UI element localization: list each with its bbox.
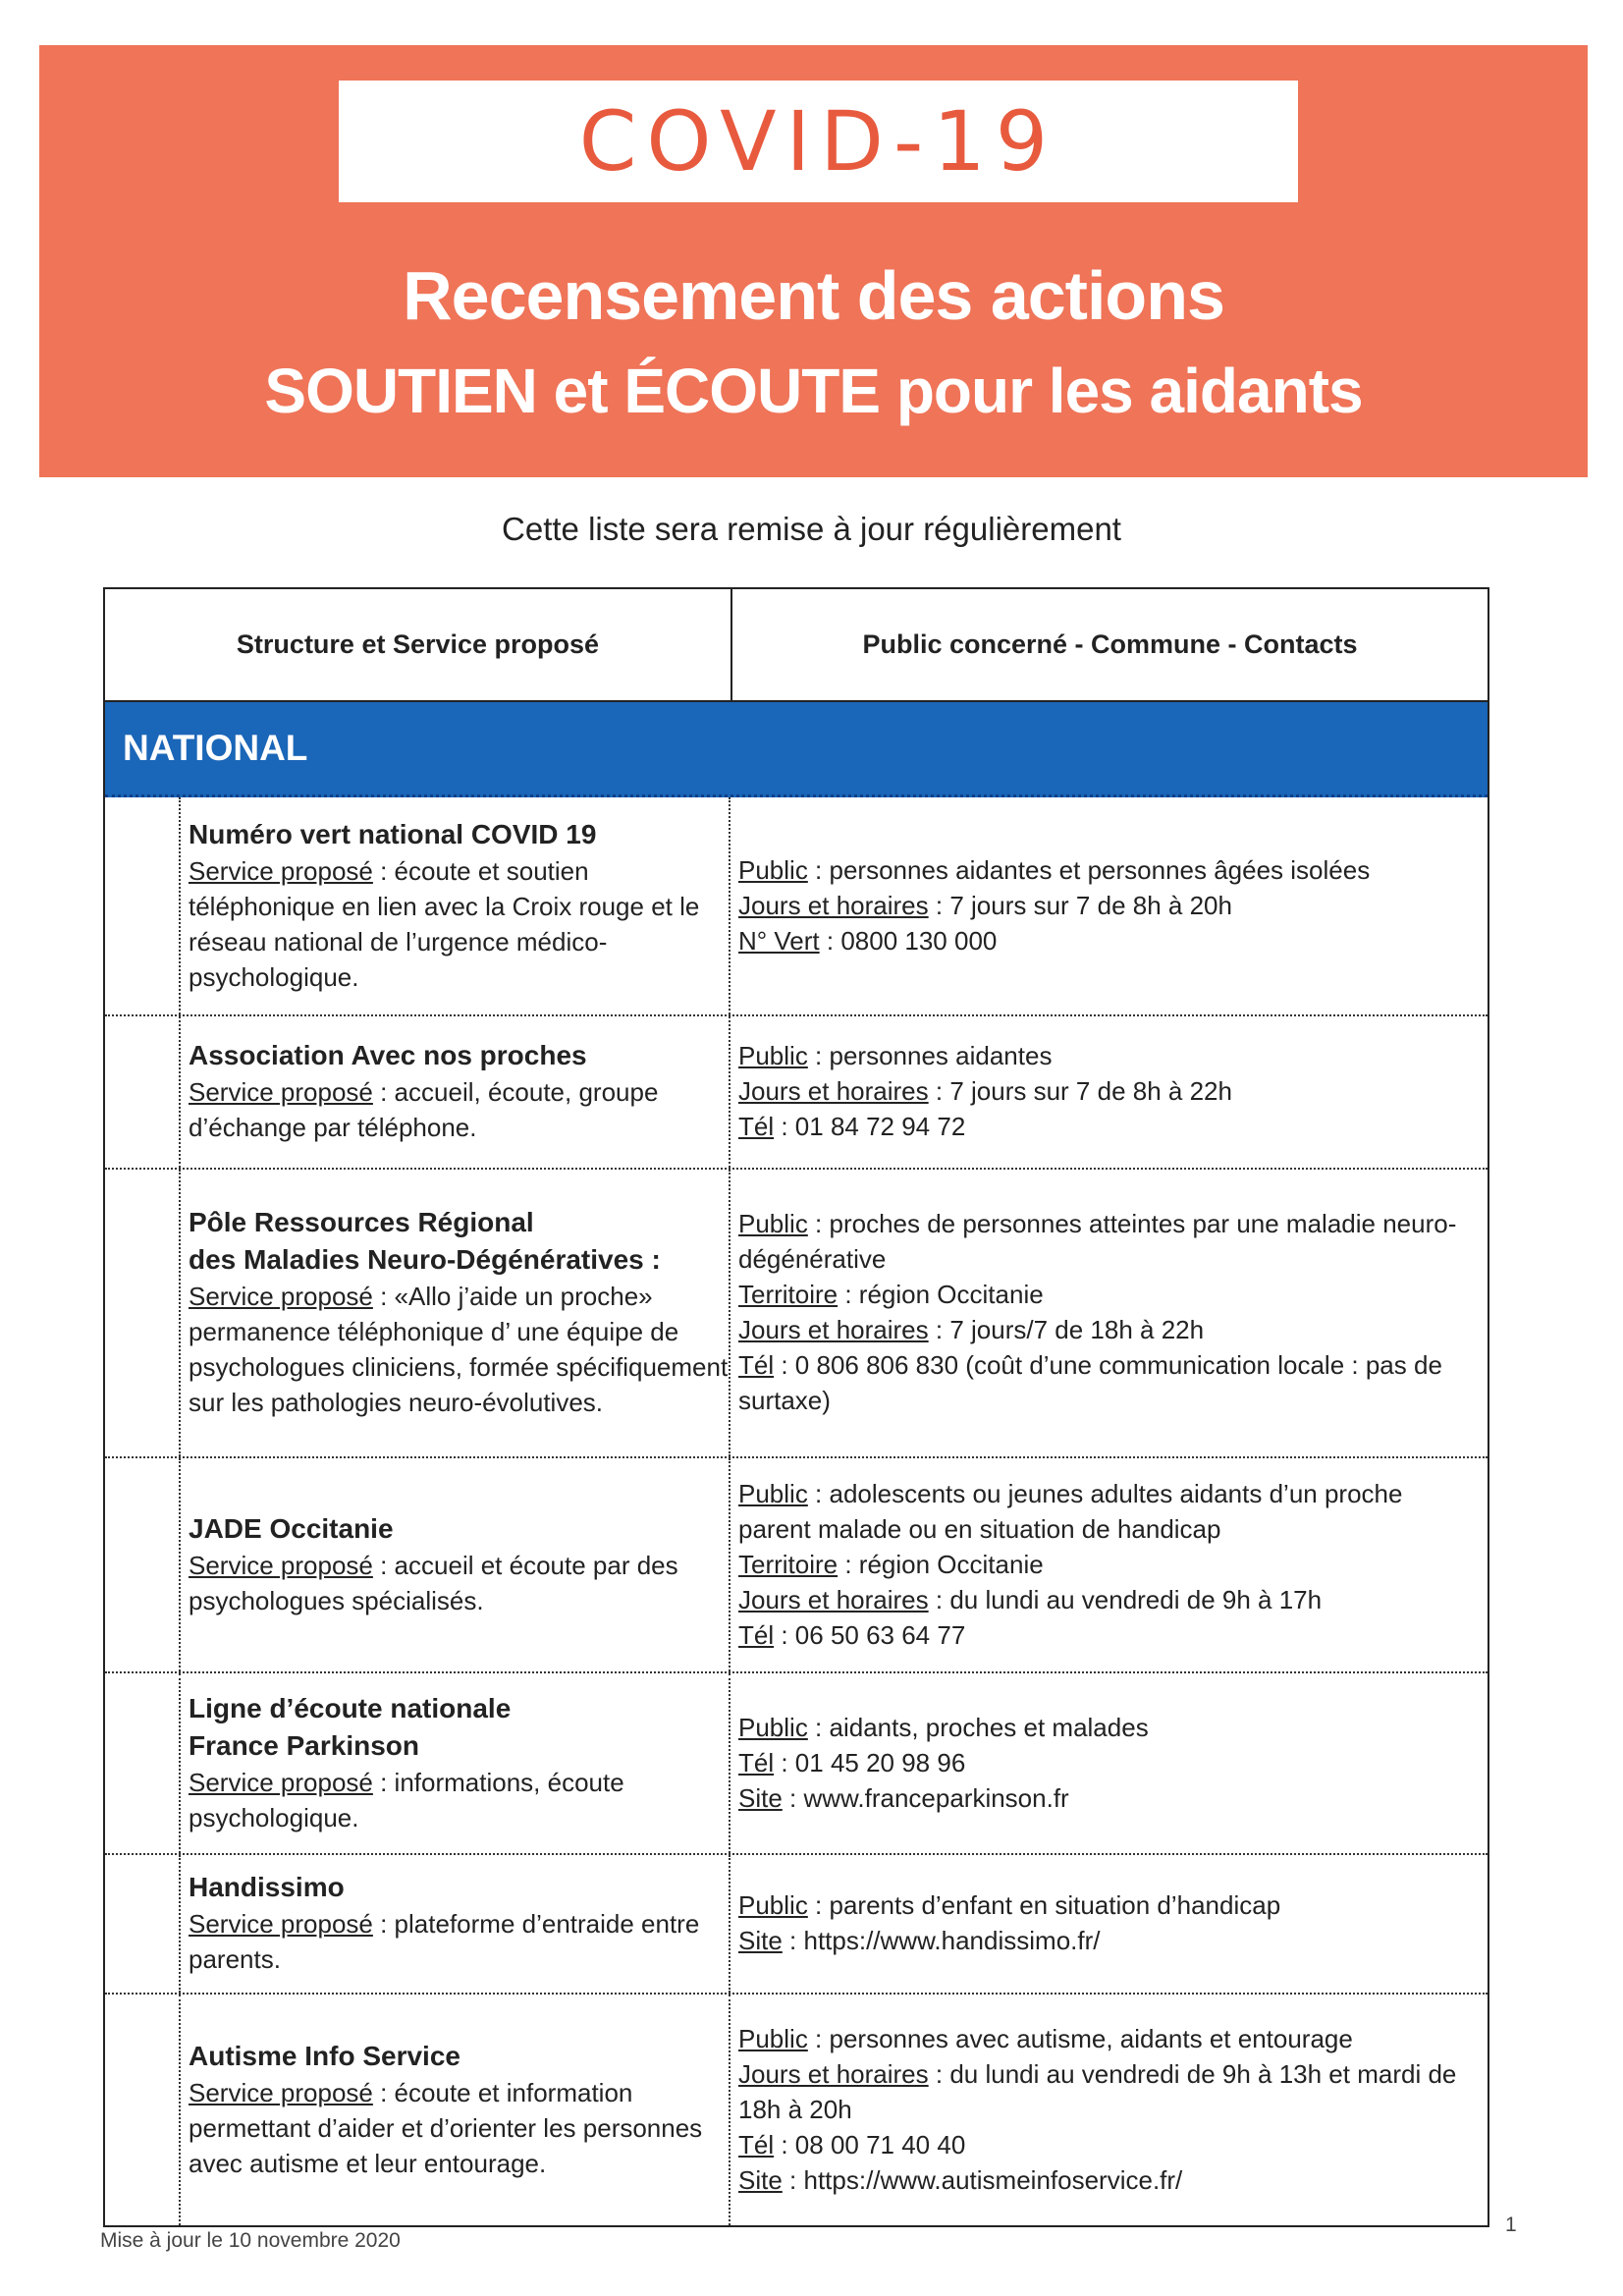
contact-label: Public	[738, 1478, 808, 1508]
contact-value: : région Occitanie	[838, 1549, 1044, 1579]
table-header	[105, 589, 1488, 702]
covid-title: COVID-19	[578, 93, 1058, 190]
table-row	[105, 797, 1488, 1016]
service-text: : plateforme d’entraide entre parents.	[189, 1909, 700, 1974]
contact-value: : 7 jours sur 7 de 8h à 22h	[928, 1076, 1232, 1106]
contact-line	[738, 923, 1480, 958]
structure-cell	[181, 1673, 730, 1853]
service-text: : accueil et écoute par des psychologues spécialisés.	[189, 1550, 678, 1615]
contact-line	[738, 1745, 1480, 1780]
contact-line	[738, 1277, 1480, 1312]
contact-line	[738, 1206, 1480, 1277]
contact-label: Jours et horaires	[738, 1584, 929, 1614]
row-spacer	[105, 1995, 181, 2225]
service-description	[189, 1765, 729, 1835]
contact-value: : 06 50 63 64 77	[774, 1619, 966, 1650]
contact-line	[738, 1547, 1480, 1582]
structure-cell	[181, 1458, 730, 1671]
contact-label: Public	[738, 1041, 808, 1070]
contact-line	[738, 2021, 1480, 2056]
table-row	[105, 1170, 1488, 1458]
contact-label: Public	[738, 1712, 808, 1742]
structure-name: Pôle Ressources Régional	[189, 1207, 534, 1237]
contact-line	[738, 1887, 1480, 1923]
contact-line	[738, 1312, 1480, 1347]
contact-label: Tél	[738, 1747, 775, 1777]
service-text: : écoute et information permettant d’aider et d’orienter les personnes avec autisme et leur entourage.	[189, 2077, 703, 2178]
service-description	[189, 2075, 729, 2181]
structure-cell	[181, 1995, 730, 2225]
table-row	[105, 1855, 1488, 1995]
update-date: Mise à jour le 10 novembre 2020	[100, 2229, 401, 2252]
contact-line	[738, 1476, 1480, 1547]
structure-name: Ligne d’écoute nationale	[189, 1692, 512, 1723]
contacts-cell	[730, 1170, 1488, 1456]
structure-cell	[181, 1855, 730, 1993]
title-banner	[39, 45, 1588, 477]
contact-line	[738, 1073, 1480, 1109]
contact-label: Public	[738, 1890, 808, 1920]
contact-label: Public	[738, 1209, 808, 1238]
structure-cell	[181, 1170, 730, 1456]
page-number: 1	[1505, 2214, 1517, 2236]
service-label: Service proposé	[189, 1909, 373, 1939]
contact-label: Site	[738, 1926, 783, 1955]
contact-value: : région Occitanie	[838, 1280, 1044, 1309]
contact-value: : personnes avec autisme, aidants et entourage	[807, 2023, 1353, 2053]
contact-value: : 0 806 806 830 (coût d’une communication locale : pas de surtaxe)	[738, 1350, 1442, 1415]
contact-value: : personnes aidantes	[807, 1041, 1053, 1070]
service-description	[189, 1548, 729, 1618]
contact-label: Territoire	[738, 1549, 839, 1579]
column-header-contacts: Public concerné - Commune - Contacts	[862, 629, 1358, 659]
service-text: : écoute et soutien téléphonique en lien avec la Croix rouge et le réseau national de l’urgence médico-psychologique.	[189, 855, 700, 992]
contact-label: Public	[738, 2023, 808, 2053]
contact-label: Tél	[738, 1112, 775, 1141]
contacts-cell	[730, 797, 1488, 1014]
table-row	[105, 1673, 1488, 1855]
contact-value: : aidants, proches et malades	[807, 1712, 1149, 1742]
contact-line	[738, 1780, 1480, 1816]
service-label: Service proposé	[189, 1767, 373, 1797]
section-header-national	[105, 702, 1488, 797]
row-spacer	[105, 1855, 181, 1993]
contact-label: Tél	[738, 1350, 775, 1380]
contact-label: Jours et horaires	[738, 1076, 929, 1106]
service-text: : «Allo j’aide un proche» permanence téléphonique d’ une équipe de psychologues cliniciens, formée spécifiquement sur les pathologies neuro-évolutives.	[189, 1282, 729, 1417]
service-text: : informations, écoute psychologique.	[189, 1767, 624, 1832]
contact-value: : 7 jours sur 7 de 8h à 20h	[928, 890, 1232, 920]
service-label: Service proposé	[189, 855, 373, 886]
contact-value: : du lundi au vendredi de 9h à 13h et mardi de 18h à 20h	[738, 2058, 1457, 2124]
contact-label: Jours et horaires	[738, 1315, 929, 1344]
banner-title-line2: SOUTIEN et ÉCOUTE pour les aidants	[264, 355, 1363, 426]
structure-name: France Parkinson	[189, 1729, 419, 1761]
contact-value: : personnes aidantes et personnes âgées isolées	[807, 854, 1371, 885]
structure-name: Handissimo	[189, 1872, 345, 1902]
banner-title-line1: Recensement des actions	[403, 257, 1224, 334]
contact-value: : proches de personnes atteintes par une maladie neuro-dégénérative	[738, 1209, 1457, 1274]
contact-label: Territoire	[738, 1280, 839, 1309]
table-row	[105, 1016, 1488, 1170]
service-description	[189, 853, 729, 995]
contact-line	[738, 1582, 1480, 1617]
contact-value: : www.franceparkinson.fr	[782, 1782, 1069, 1813]
table-row	[105, 1995, 1488, 2225]
contacts-cell	[730, 1673, 1488, 1853]
contact-line	[738, 1109, 1480, 1144]
service-description	[189, 1074, 729, 1145]
contact-value: : parents d’enfant en situation d’handicap	[807, 1890, 1281, 1920]
row-spacer	[105, 797, 181, 1014]
services-table	[103, 587, 1489, 2227]
contact-value: : du lundi au vendredi de 9h à 17h	[928, 1584, 1323, 1614]
contact-value: : 0800 130 000	[819, 925, 998, 956]
contact-value: : 01 45 20 98 96	[774, 1747, 966, 1777]
structure-name: Association Avec nos proches	[189, 1040, 587, 1070]
table-body	[105, 797, 1488, 2225]
service-description	[189, 1906, 729, 1977]
contact-line	[738, 1038, 1480, 1073]
contacts-cell	[730, 1855, 1488, 1993]
column-header-structure: Structure et Service proposé	[105, 589, 732, 700]
contact-value: : 01 84 72 94 72	[774, 1112, 966, 1141]
service-label: Service proposé	[189, 1282, 373, 1311]
service-label: Service proposé	[189, 1077, 373, 1107]
section-label: NATIONAL	[123, 728, 308, 768]
contact-value: : 7 jours/7 de 18h à 22h	[928, 1315, 1205, 1344]
contact-label: Site	[738, 2164, 783, 2195]
contact-label: Tél	[738, 1619, 775, 1650]
service-description	[189, 1279, 729, 1420]
row-spacer	[105, 1458, 181, 1671]
contact-value: : https://www.autismeinfoservice.fr/	[782, 2164, 1183, 2195]
row-spacer	[105, 1170, 181, 1456]
table-row	[105, 1458, 1488, 1673]
contact-line	[738, 1617, 1480, 1653]
structure-cell	[181, 797, 730, 1014]
contact-value: : adolescents ou jeunes adultes aidants d’un proche parent malade ou en situation de handicap	[738, 1478, 1403, 1544]
contact-label: Tél	[738, 2129, 775, 2159]
covid-title-box	[339, 81, 1298, 202]
contact-line	[738, 1347, 1480, 1418]
contact-label: Jours et horaires	[738, 2058, 929, 2089]
structure-name: Numéro vert national COVID 19	[189, 818, 597, 849]
contacts-cell	[730, 1458, 1488, 1671]
structure-cell	[181, 1016, 730, 1168]
service-label: Service proposé	[189, 2077, 373, 2107]
contact-line	[738, 2162, 1480, 2198]
contact-line	[738, 1923, 1480, 1958]
structure-name: des Maladies Neuro-Dégénératives :	[189, 1244, 661, 1275]
row-spacer	[105, 1016, 181, 1168]
contact-value: : https://www.handissimo.fr/	[782, 1926, 1101, 1955]
structure-name: JADE Occitanie	[189, 1512, 394, 1544]
structure-name: Autisme Info Service	[189, 2040, 460, 2071]
contact-label: Public	[738, 854, 808, 885]
contact-line	[738, 852, 1480, 888]
row-spacer	[105, 1673, 181, 1853]
page-subtitle: Cette liste sera remise à jour régulièrement	[502, 511, 1121, 547]
contact-line	[738, 1710, 1480, 1745]
contact-value: : 08 00 71 40 40	[774, 2129, 966, 2159]
contact-line	[738, 2127, 1480, 2162]
contacts-cell	[730, 1995, 1488, 2225]
contact-label: N° Vert	[738, 925, 820, 956]
service-label: Service proposé	[189, 1550, 373, 1580]
contact-line	[738, 888, 1480, 923]
contacts-cell	[730, 1016, 1488, 1168]
contact-label: Site	[738, 1782, 783, 1813]
contact-label: Jours et horaires	[738, 890, 929, 920]
service-text: : accueil, écoute, groupe d’échange par téléphone.	[189, 1077, 659, 1142]
contact-line	[738, 2056, 1480, 2127]
